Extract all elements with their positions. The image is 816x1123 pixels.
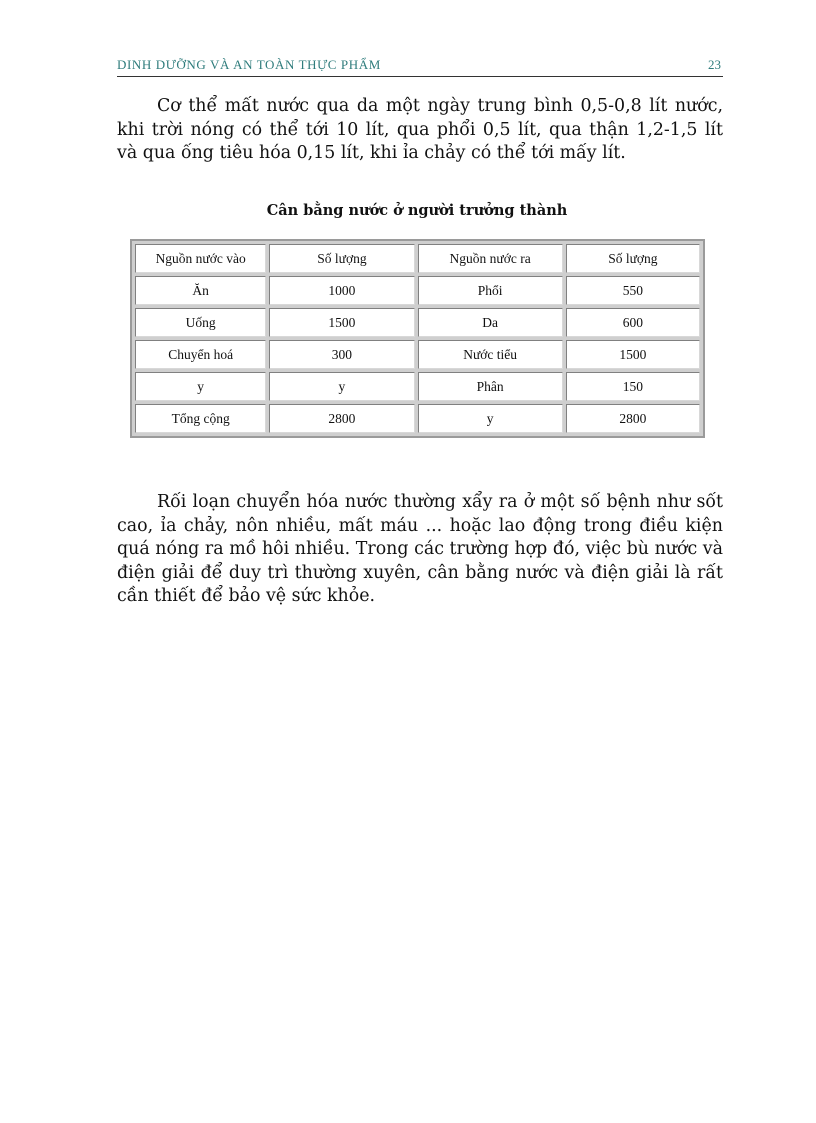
table-header-row [135, 244, 700, 273]
table-cell: 600 [566, 308, 700, 337]
paragraph-line: Cơ thể mất nước qua da một ngày trung bình 0,5-0,8 lít nước, [157, 96, 723, 116]
table-row [135, 404, 700, 433]
table-cell: 150 [566, 372, 700, 401]
table-cell: 550 [566, 276, 700, 305]
table-row [135, 340, 700, 369]
table-cell: Chuyển hoá [135, 340, 266, 369]
table-cell: y [418, 404, 563, 433]
table-cell: Tổng cộng [135, 404, 266, 433]
table-row [135, 372, 700, 401]
header-cell: Nguồn nước ra [418, 244, 563, 273]
table-cell: y [135, 372, 266, 401]
table-cell: 2800 [566, 404, 700, 433]
header-cell: Số lượng [269, 244, 414, 273]
running-title: DINH DƯỠNG VÀ AN TOÀN THỰC PHẨM [117, 57, 381, 72]
table-cell: Ăn [135, 276, 266, 305]
table-cell: Da [418, 308, 563, 337]
page-header [117, 54, 723, 77]
table-cell: 2800 [269, 404, 414, 433]
table-cell: 1500 [269, 308, 414, 337]
paragraph-water-disorder [117, 491, 723, 609]
paragraph-line: cao, ỉa chảy, nôn nhiều, mất máu ... hoặc lao động trong điều kiện [117, 515, 723, 536]
paragraph-line: quá nóng ra mồ hôi nhiều. Trong các trường hợp đó, việc bù nước và [117, 539, 723, 559]
table-caption: Cân bằng nước ở người trưởng thành [266, 202, 568, 219]
paragraph-line: Rối loạn chuyển hóa nước thường xẩy ra ở một số bệnh như sốt [157, 492, 723, 512]
table-cell: 300 [269, 340, 414, 369]
paragraph-line: và qua ống tiêu hóa 0,15 lít, khi ỉa chảy có thể tới mấy lít. [117, 143, 626, 163]
table-cell: 1000 [269, 276, 414, 305]
table-cell: Uống [135, 308, 266, 337]
table-cell: y [269, 372, 414, 401]
header-cell: Số lượng [566, 244, 700, 273]
water-balance-table [130, 239, 705, 438]
table-cell: Phổi [418, 276, 563, 305]
table-cell: Phân [418, 372, 563, 401]
paragraph-line: khi trời nóng có thể tới 10 lít, qua phổi 0,5 lít, qua thận 1,2-1,5 lít [117, 119, 723, 140]
table-row [135, 308, 700, 337]
paragraph-line: điện giải để duy trì thường xuyên, cân bằng nước và điện giải là rất [117, 562, 723, 583]
table-cell: Nước tiểu [418, 340, 563, 369]
paragraph-line: cần thiết để bảo vệ sức khỏe. [117, 586, 376, 606]
table-cell: 1500 [566, 340, 700, 369]
table-row [135, 276, 700, 305]
header-cell: Nguồn nước vào [135, 244, 266, 273]
page-number: 23 [708, 57, 721, 72]
paragraph-water-loss [117, 95, 723, 166]
